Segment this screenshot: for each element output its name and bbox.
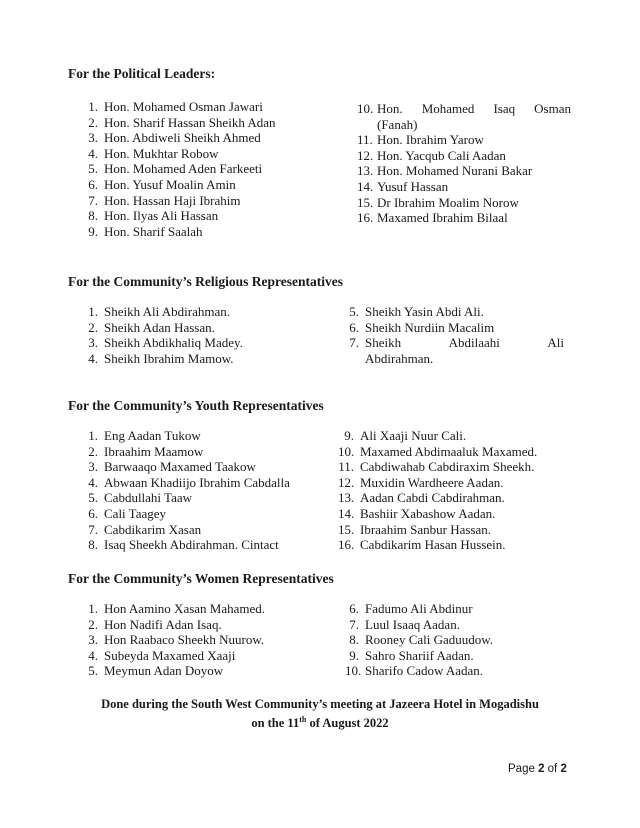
list-item <box>338 490 590 506</box>
date-suffix: of August 2022 <box>306 716 389 731</box>
list-item-number: 9. <box>349 647 359 663</box>
list-item-number: 8. <box>88 537 98 553</box>
list-item <box>338 475 590 491</box>
list-item-number: 6. <box>88 176 98 192</box>
list-item-number: 6. <box>349 319 359 335</box>
closing-statement-line-1: Done during the South West Community’s meeting at Jazeera Hotel in Mogadishu <box>101 697 539 711</box>
list-item-name: Maxamed Abdimaaluk Maxamed. <box>360 443 538 459</box>
list-item-name: Luul Isaaq Aadan. <box>365 616 460 632</box>
list-item <box>357 179 571 195</box>
list-item-number: 10. <box>338 443 355 459</box>
list-item-name <box>365 335 564 366</box>
list-item-number: 14. <box>357 178 374 194</box>
list-item-name: Hon. Hassan Haji Ibrahim <box>104 192 241 208</box>
list-item-name: Hon. Yacqub Cali Aadan <box>377 147 506 163</box>
list-item <box>84 490 334 506</box>
list-item-name: Cabdullahi Taaw <box>104 490 193 506</box>
list-item-number: 12. <box>357 147 374 163</box>
list-item-number: 3. <box>88 335 98 351</box>
list-item-number: 15. <box>357 194 374 210</box>
list-item <box>84 304 324 320</box>
list-item-number: 15. <box>338 521 355 537</box>
list-item-name: Sheikh Adan Hassan. <box>104 319 215 335</box>
religious-representatives-list-right <box>345 304 564 366</box>
list-item <box>345 648 585 664</box>
list-item <box>357 195 571 211</box>
list-item-number: 5. <box>349 304 359 319</box>
closing-statement-line-2 <box>0 712 640 731</box>
list-item <box>345 663 585 679</box>
list-item-number: 2. <box>88 616 98 632</box>
list-item-name: Hon. Mukhtar Robow <box>104 145 219 161</box>
list-item <box>84 648 334 664</box>
women-representatives-list-left <box>84 601 334 679</box>
list-item-number: 9. <box>88 223 98 239</box>
list-item <box>357 163 571 179</box>
list-item-number: 9. <box>344 428 354 443</box>
list-item <box>84 522 334 538</box>
list-item <box>345 632 585 648</box>
closing-statement <box>0 697 640 731</box>
list-item-number: 16. <box>338 537 355 553</box>
list-item-name: Sheikh Yasin Abdi Ali. <box>365 304 484 319</box>
list-item-number: 12. <box>338 474 355 490</box>
list-item <box>345 601 585 617</box>
list-item <box>84 459 334 475</box>
page-number-of: of <box>544 763 561 775</box>
list-item <box>84 193 324 209</box>
list-item <box>84 208 324 224</box>
list-item <box>84 632 334 648</box>
list-item-number: 8. <box>349 632 359 648</box>
youth-representatives-heading: For the Community’s Youth Representatives <box>68 398 324 413</box>
list-item-number: 16. <box>357 210 374 226</box>
list-item-name: Maxamed Ibrahim Bilaal <box>377 210 508 226</box>
list-item-number: 2. <box>88 114 98 130</box>
list-item-number: 3. <box>88 632 98 648</box>
list-item-number: 11. <box>357 132 373 148</box>
religious-representatives-list-left <box>84 304 324 366</box>
list-item-number: 6. <box>349 601 359 616</box>
list-item-name: Isaq Sheekh Abdirahman. Cintact <box>104 537 279 553</box>
list-item-name <box>377 101 571 132</box>
list-item-name-continuation: Abdirahman. <box>365 350 434 366</box>
list-item <box>345 304 564 320</box>
youth-representatives-list-right <box>338 428 590 553</box>
list-item-name: Cabdikarim Hasan Hussein. <box>360 537 506 553</box>
list-item-name: Fadumo Ali Abdinur <box>365 601 473 616</box>
list-item <box>338 522 590 538</box>
list-item-name: Dr Ibrahim Moalim Norow <box>377 194 519 210</box>
list-item-number: 1. <box>88 304 98 319</box>
list-item-name: Hon. Mohamed Osman Jawari <box>104 99 263 114</box>
list-item-number: 4. <box>88 350 98 366</box>
list-item-name: Hon. Mohamed Nurani Bakar <box>377 163 533 179</box>
date-prefix: on the 11 <box>251 716 300 731</box>
list-item-number: 7. <box>88 521 98 537</box>
list-item <box>338 428 590 444</box>
list-item <box>84 663 334 679</box>
list-item-number: 7. <box>88 192 98 208</box>
list-item-number: 13. <box>357 163 374 179</box>
list-item-name: Abwaan Khadiijo Ibrahim Cabdalla <box>104 474 290 490</box>
list-item <box>84 475 334 491</box>
list-item-number: 6. <box>88 505 98 521</box>
page-number-current: 2 <box>538 763 545 775</box>
list-item-number: 1. <box>88 601 98 616</box>
list-item-name: Sahro Shariif Aadan. <box>365 647 474 663</box>
list-item <box>84 115 324 131</box>
list-item <box>84 351 324 367</box>
page-number <box>508 763 567 775</box>
list-item-number: 3. <box>88 459 98 475</box>
list-item-number: 1. <box>88 428 98 443</box>
list-item-number: 10. <box>357 101 374 116</box>
list-item-number: 2. <box>88 319 98 335</box>
list-item-name: Sheikh Ali Abdirahman. <box>104 304 231 319</box>
page-number-total: 2 <box>560 763 567 775</box>
list-item <box>84 99 324 115</box>
list-item-number: 5. <box>88 663 98 679</box>
list-item-name: Barwaaqo Maxamed Taakow <box>104 459 256 475</box>
list-item-number: 4. <box>88 145 98 161</box>
list-item-number: 10. <box>345 663 362 679</box>
list-item-number: 7. <box>349 616 359 632</box>
list-item-name: Eng Aadan Tukow <box>104 428 201 443</box>
list-item-name: Hon. Sharif Hassan Sheikh Adan <box>104 114 276 130</box>
list-item-name: Hon. Sharif Saalah <box>104 223 203 239</box>
list-item-number: 1. <box>88 99 98 114</box>
list-item-name: Ibraahim Maamow <box>104 443 204 459</box>
list-item-name: Hon. Yusuf Moalin Amin <box>104 176 236 192</box>
list-item-number: 13. <box>338 490 355 506</box>
list-item <box>345 335 564 366</box>
list-item-name: Aadan Cabdi Cabdirahman. <box>360 490 505 506</box>
list-item <box>84 537 334 553</box>
youth-representatives-list-left <box>84 428 334 553</box>
list-item-name: Hon. Ibrahim Yarow <box>377 132 484 148</box>
list-item <box>357 132 571 148</box>
list-item <box>84 444 334 460</box>
list-item-name-line: Hon. Mohamed Isaq Osman <box>377 101 571 116</box>
list-item-name: Cabdiwahab Cabdiraxim Sheekh. <box>360 459 535 475</box>
list-item <box>84 335 324 351</box>
list-item-name: Bashiir Xabashow Aadan. <box>360 505 496 521</box>
list-item-number: 5. <box>88 161 98 177</box>
political-leaders-heading: For the Political Leaders: <box>68 66 216 81</box>
list-item-name: Meymun Adan Doyow <box>104 663 224 679</box>
list-item-name: Sharifo Cadow Aadan. <box>365 663 484 679</box>
list-item <box>338 459 590 475</box>
political-leaders-list-left <box>84 99 324 239</box>
list-item <box>357 101 571 132</box>
list-item-number: 7. <box>349 335 359 351</box>
list-item-name: Hon Raabaco Sheekh Nuurow. <box>104 632 265 648</box>
list-item-name: Hon Aamino Xasan Mahamed. <box>104 601 266 616</box>
list-item <box>84 506 334 522</box>
list-item <box>357 148 571 164</box>
list-item-name: Sheikh Ibrahim Mamow. <box>104 350 234 366</box>
list-item <box>84 617 334 633</box>
list-item-number: 14. <box>338 505 355 521</box>
list-item <box>345 617 585 633</box>
list-item-number: 2. <box>88 443 98 459</box>
list-item-name: Subeyda Maxamed Xaaji <box>104 647 236 663</box>
list-item-number: 8. <box>88 208 98 224</box>
list-item <box>338 444 590 460</box>
list-item-name-continuation: (Fanah) <box>377 116 418 132</box>
list-item-name: Muxidin Wardheere Aadan. <box>360 474 504 490</box>
list-item-name: Sheikh Abdikhaliq Madey. <box>104 335 243 351</box>
list-item <box>84 320 324 336</box>
list-item <box>345 320 564 336</box>
political-leaders-list-right <box>357 101 571 226</box>
women-representatives-list-right <box>345 601 585 679</box>
page-number-prefix: Page <box>508 763 539 775</box>
list-item-number: 11. <box>338 459 354 475</box>
list-item <box>338 537 590 553</box>
list-item-name: Cali Taagey <box>104 505 167 521</box>
list-item <box>84 224 324 240</box>
list-item <box>84 177 324 193</box>
list-item-name: Hon. Abdiweli Sheikh Ahmed <box>104 130 261 146</box>
list-item <box>84 146 324 162</box>
list-item <box>357 210 571 226</box>
religious-representatives-heading: For the Community’s Religious Representatives <box>68 274 343 289</box>
list-item-name: Hon. Mohamed Aden Farkeeti <box>104 161 263 177</box>
list-item-name: Hon Nadifi Adan Isaq. <box>104 616 222 632</box>
list-item-name-line: Sheikh Abdilaahi Ali <box>365 335 564 351</box>
list-item-number: 3. <box>88 130 98 146</box>
list-item-name: Ali Xaaji Nuur Cali. <box>360 428 467 443</box>
list-item-name: Yusuf Hassan <box>377 178 449 194</box>
list-item <box>84 130 324 146</box>
list-item-name: Sheikh Nurdiin Macalim <box>365 319 495 335</box>
list-item <box>84 161 324 177</box>
list-item-name: Ibraahim Sanbur Hassan. <box>360 521 492 537</box>
list-item-number: 5. <box>88 490 98 506</box>
list-item <box>84 601 334 617</box>
list-item-name: Cabdikarim Xasan <box>104 521 202 537</box>
list-item-name: Hon. Ilyas Ali Hassan <box>104 208 219 224</box>
list-item-name: Rooney Cali Gaduudow. <box>365 632 494 648</box>
date-ordinal: th <box>299 715 307 724</box>
women-representatives-heading: For the Community’s Women Representatives <box>68 571 334 586</box>
list-item <box>338 506 590 522</box>
list-item-number: 4. <box>88 474 98 490</box>
list-item <box>84 428 334 444</box>
list-item-number: 4. <box>88 647 98 663</box>
